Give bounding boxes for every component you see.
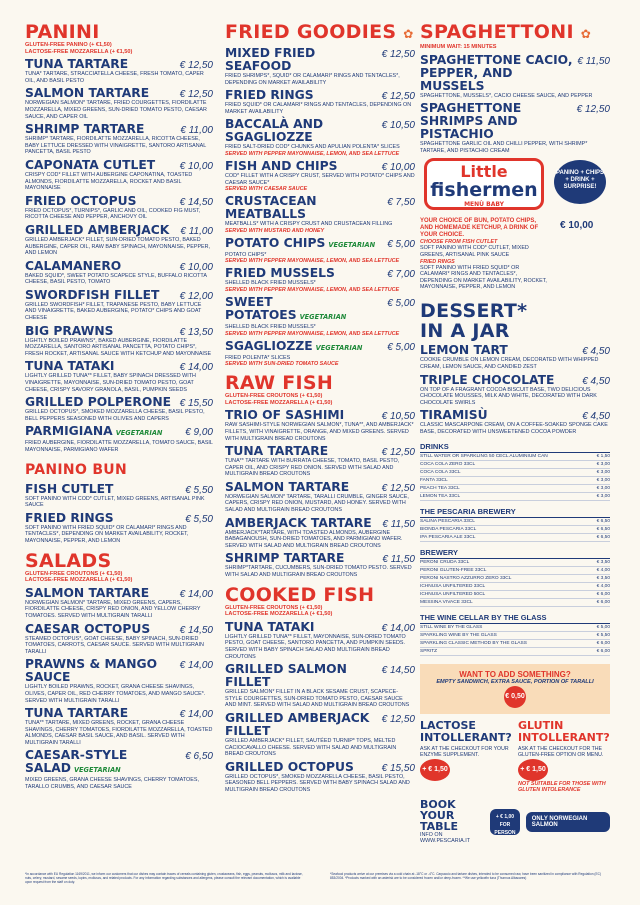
section-note: GLUTEN-FREE CROUTONS (+ €1,50) <box>25 570 123 577</box>
section-note: LACTOSE-FREE MOZZARELLA (+ €1,50) <box>25 48 133 55</box>
item-desc: GRILLED OCTOPUS*, SMOKED MOZZARELLA CHEESE, BASIL PESTO, BELL PEPPERS SEASONED WITH OLIVES AND CAPERS <box>25 409 205 422</box>
drink-name: PERONI NASTRO AZZURRO ZERO 33CL <box>420 575 512 581</box>
drink-name: LEMON TEA 33CL <box>420 493 461 499</box>
section-title-dessert: DESSERT* IN A JAR <box>420 300 528 343</box>
drink-price: € 3,00 <box>596 493 610 499</box>
item-price: € 10,00 <box>179 160 213 172</box>
drink-row <box>420 640 610 648</box>
item-price: € 14,00 <box>179 709 213 721</box>
item-name: BACCALÀ AND SGAGLIOZZE <box>225 117 324 145</box>
item-desc: GRILLED SWORDFISH* FILLET, TRAPANESE PESTO, BABY LETTUCE AND VINAIGRETTE, BAKED AUBERGINE, POTATO* CHIPS AND GOAT CHEESE <box>25 301 202 322</box>
item-desc: NORWEGIAN SALMON* TARTARE, FRIED COURGETTES, FIORDILATTE MOZZARELLA, MIXED GREENS, SUN-DRIED TOMATO PESTO, CAESAR SAUCE, AND CAPER OIL <box>25 100 207 120</box>
menu-item <box>25 123 213 156</box>
item-name: PARMIGIANA VEGETARIAN <box>25 424 163 439</box>
item-desc: TUNA** TARTARE, MIXED GREENS, ROCKET, GRANA CHEESE SHAVINGS, CHERRY TOMATOES, FIORDILATTE MOZZARELLA, TOASTED ALMONDS, CAESAR BASIL SAUCE, AND BASIL. SERVED WITH MULTIGRAIN TARALLI <box>25 720 213 746</box>
item-note: SERVED WITH SUN-DRIED TOMATO SAUCE <box>225 361 339 368</box>
drink-row <box>420 518 610 526</box>
item-name: CALAMANERO <box>25 258 122 273</box>
drink-name: MESSINA VIVACE 33CL <box>420 599 473 605</box>
drink-name: SALINA PESCARIA 33CL <box>420 518 475 524</box>
drink-price: € 4,00 <box>596 567 610 573</box>
item-desc: FRIED POLENTA* SLICES <box>225 354 291 361</box>
item-desc: POTATO CHIPS* <box>225 251 267 258</box>
drink-name: COCA COLA ZERO 33CL <box>420 461 476 467</box>
extra-box: WANT TO ADD SOMETHING? EMPTY SANDWICH, EXTRA SAUCE, PORTION OF TARALLI € 0,50 <box>420 664 610 714</box>
drink-price: € 6,00 <box>596 599 610 605</box>
item-price: € 10,50 <box>381 411 415 423</box>
section-note: LACTOSE-FREE MOZZARELLA (+ €1,50) <box>25 577 133 584</box>
item-note: SERVED WITH PEPPER MAYONNAISE, LEMON, AND SEA LETTUCE <box>225 150 400 157</box>
item-price: € 6,50 <box>185 751 213 763</box>
item-desc: TUNA** TARTARE WITH BURRATA CHEESE, TOMATO, BASIL PESTO, CAPER OIL, AND CRISPY RED ONION. SERVED WITH SALAD AND MULTIGRAIN BREAD CROUTONS <box>225 458 400 478</box>
item-price: € 4,50 <box>582 375 610 387</box>
flame-icon: ✿ <box>580 27 592 41</box>
item-name: GRILLED SALMON FILLET <box>225 662 347 690</box>
drink-price: € 1,50 <box>596 453 610 459</box>
item-price: € 12,50 <box>576 104 610 116</box>
item-name: SALMON TARTARE <box>25 585 150 600</box>
drink-name: SPARKLING WINE BY THE GLASS <box>420 632 497 638</box>
item-name: GRILLED POLPERONE <box>25 395 172 410</box>
section-title-cooked: COOKED FISH <box>225 583 375 606</box>
item-price: € 12,50 <box>381 713 415 725</box>
menu-item <box>225 47 415 86</box>
item-price: € 12,50 <box>381 91 415 103</box>
drink-row <box>420 583 610 591</box>
drink-row <box>420 453 610 461</box>
section-note: LACTOSE-FREE MOZZARELLA (+ €1,50) <box>225 611 333 618</box>
item-desc: SPAGHETTONE, MUSSELS*, CACIO CHEESE SAUCE, AND PEPPER <box>420 92 593 99</box>
item-desc: COD* FILLET WITH A CRISPY CRUST, SERVED WITH POTATO* CHIPS AND CAESAR SAUCE* <box>225 172 415 186</box>
section-note: GLUTEN-FREE CROUTONS (+ €1,50) <box>225 393 323 400</box>
gluten-box: GLUTIN INTOLLERANT? ASK AT THE CHECKOUT FOR THE GLUTEN-FREE OPTION OR MENU. + € 1,50 NOT SUITABLE FOR THOSE WITH GLUTEN INTOLERANCE <box>518 718 610 793</box>
drink-row <box>420 567 610 575</box>
drink-price: € 6,00 <box>596 648 610 654</box>
drink-name: PEACH TEA 33CL <box>420 485 460 491</box>
item-desc: FRIED SHRIMPS*, SQUID* OR CALAMARI* RINGS AND TENTACLES*, DEPENDING ON MARKET AVAILABILITY <box>225 73 400 86</box>
drink-name: BIONDA PESCARIA 33CL <box>420 526 477 532</box>
menu-item <box>25 224 213 257</box>
drinks-heading: BREWERY <box>420 548 610 559</box>
vegetarian-tag: VEGETARIAN <box>328 240 376 249</box>
item-name: CRUSTACEAN MEATBALLS <box>225 194 317 222</box>
item-price: € 12,50 <box>381 482 415 494</box>
drink-price: € 6,00 <box>596 640 610 646</box>
drink-price: € 5,00 <box>596 624 610 630</box>
item-price: € 12,50 <box>179 60 213 72</box>
item-name: TRIO OF SASHIMI <box>225 408 345 423</box>
drink-name: IPA PESCARIA ALE 33CL <box>420 534 476 540</box>
menu-item <box>25 623 213 656</box>
item-price: € 5,00 <box>387 297 415 309</box>
menu-item <box>225 195 415 234</box>
item-price: € 12,50 <box>381 447 415 459</box>
menu-item <box>420 374 610 407</box>
item-name: GRILLED AMBERJACK <box>25 222 170 237</box>
menu-item <box>25 159 213 192</box>
menu-item <box>225 340 415 368</box>
drinks-heading: DRINKS <box>420 442 610 453</box>
item-price: € 11,50 <box>382 554 415 566</box>
item-price: € 14,50 <box>179 624 213 636</box>
vegetarian-tag: VEGETARIAN <box>115 429 163 438</box>
item-price: € 14,50 <box>381 665 415 677</box>
raw-list <box>225 409 415 578</box>
kids-menu <box>420 158 610 293</box>
item-note: SERVED WITH PEPPER MAYONNAISE, LEMON, AND SEA LETTUCE <box>225 286 400 293</box>
drink-name: ICHNUSA UNFILTERED 50CL <box>420 591 486 597</box>
item-name: LEMON TART <box>420 343 508 358</box>
menu-item <box>25 58 213 84</box>
item-desc: SPAGHETTONE GARLIC OIL AND CHILLI PEPPER, WITH SHRIMP* TARTARE, AND PISTACHIO CREAM <box>420 141 588 154</box>
drink-row <box>420 591 610 599</box>
section-title-panino-bun: PANINO BUN <box>25 461 127 478</box>
item-name: SHRIMP TARTARE <box>25 122 145 137</box>
menu-item <box>25 707 213 746</box>
menu-item <box>25 260 213 286</box>
item-desc: LIGHTLY BOILED PRAWNS*, BAKED AUBERGINE, FIORDILATTE MOZZARELLA, SANTORO ARTISANAL PANCETTA, POTATO CHIPS*, FRESH ROCKET, ARTISANAL SAUCE WITH KETCHUP AND MAYONNAISE <box>25 337 212 357</box>
item-name: SGAGLIOZZE VEGETARIAN <box>225 338 363 353</box>
item-desc: FRIED OCTOPUS*, TURNIPS*, GARLIC AND OIL, COOKED FIG MUST, RICOTTA CHEESE AND PEPPER, ANCHOVY OIL <box>25 207 201 221</box>
item-desc: STEAMED OCTOPUS*, GOAT CHEESE, BABY SPINACH, SUN-DRIED TOMATOES, CARROTS, CAESAR SAUCE. SERVED WITH MULTIGRAIN TARALLI <box>25 635 204 655</box>
item-note: SERVED WITH MUSTARD AND HONEY <box>225 227 325 234</box>
item-name: TIRAMISÙ <box>420 408 488 423</box>
item-name: TRIPLE CHOCOLATE <box>420 372 555 387</box>
menu-item <box>25 749 213 790</box>
item-price: € 10,00 <box>381 161 415 173</box>
item-name: CAESAR-STYLE SALAD VEGETARIAN <box>25 748 128 776</box>
norwegian-salmon-badge: ONLY NORWEGIAN SALMON <box>526 812 610 832</box>
drink-price: € 5,50 <box>596 632 610 638</box>
item-name: GRILLED AMBERJACK FILLET <box>225 710 370 738</box>
item-price: € 12,50 <box>381 49 415 60</box>
item-desc: CLASSIC MASCARPONE CREAM, ON A COFFEE-SOAKED SPONGE CAKE BASE, DECORATED WITH UNSWEETENED COCOA POWDER <box>420 422 608 435</box>
item-desc: GRILLED OCTOPUS*, SMOKED MOZZARELLA CHEESE, BASIL PESTO, SEASONED BELL PEPPERS. SERVED WITH BABY SPINACH SALAD AND MULTIGRAIN BREAD CROUTONS <box>225 773 410 793</box>
column-middle <box>225 22 415 794</box>
kids-menu-logo: Little fishermen MENÙ BABY <box>424 158 544 210</box>
drink-price: € 4,00 <box>596 583 610 589</box>
item-price: € 11,50 <box>577 55 610 67</box>
item-desc: LIGHTLY GRILLED TUNA** FILLET, BABY SPINACH DRESSED WITH VINAIGRETTE, MAYONNAISE, SUN-DRIED TOMATO PESTO, GOAT CHEESE, CRISPY SAVORY GRANOLA, BASIL, PUMPKIN SEEDS <box>25 373 196 393</box>
item-note: SERVED WITH PEPPER MAYONNAISE, LEMON, AND SEA LETTUCE <box>225 330 400 337</box>
menu-item <box>25 289 213 322</box>
drink-row <box>420 632 610 640</box>
item-desc: LIGHTLY GRILLED TUNA** FILLET, MAYONNAISE, SUN-DRIED TOMATO PESTO, GOAT CHEESE, SANTORO PANCETTA, AND PUMPKIN SEEDS. SERVED WITH BABY SPINACH SALAD AND MULTIGRAIN BREAD CROUTONS <box>225 633 406 660</box>
item-price: € 7,00 <box>387 269 415 281</box>
menu-item <box>225 267 415 293</box>
item-desc: FRIED SQUID* OR CALAMARI* RINGS AND TENTACLES, DEPENDING ON MARKET AVAILABILITY <box>225 102 412 115</box>
item-price: € 15,50 <box>381 762 415 774</box>
item-name: TUNA TARTARE <box>25 57 129 72</box>
drink-name: PERONI GLUTEN-FREE 33CL <box>420 567 487 573</box>
drink-price: € 3,00 <box>596 469 610 475</box>
item-name: SALMON TARTARE <box>25 86 150 101</box>
drink-name: FANTA 33CL <box>420 477 448 483</box>
item-name: POTATO CHIPS VEGETARIAN <box>225 235 376 250</box>
item-desc: ON TOP OF A FRAGRANT COCOA BISCUIT BASE, TWO DELICIOUS CHOCOLATE MOUSSES, MILK AND WHITE, DECORATED WITH DARK CHOCOLATE SWIRLS <box>420 386 597 406</box>
spaghettoni-list <box>420 54 610 155</box>
item-name: BIG PRAWNS <box>25 323 114 338</box>
item-price: € 11,50 <box>382 518 415 530</box>
item-desc: SHELLED BLACK FRIED MUSSELS* <box>225 280 316 287</box>
menu-item <box>25 658 213 704</box>
item-name: SHRIMP TARTARE <box>225 551 345 566</box>
item-desc: FRIED AUBERGINE, FIORDILATTE MOZZARELLA, TOMATO SAUCE, BASIL MAYONNAISE, PARMIGIANO WAFER <box>25 440 213 453</box>
drink-name: SPRITZ <box>420 648 438 654</box>
drink-price: € 3,50 <box>596 559 610 565</box>
section-title-salads: SALADS <box>25 549 112 572</box>
item-desc: RAW SASHIMI-STYLE NORWEGIAN SALMON*, TUNA**, AND AMBERJACK* FILLETS, WITH VINAIGRETTE, ORANGE, AND MIXED GREENS. SERVED WITH MULTIGRAIN BREAD CROUTONS <box>225 422 414 442</box>
item-desc: BAKED SQUID*, SWEET POTATO SCAPECE STYLE, BUFFALO RICOTTA CHEESE, BASIL PESTO, TOMATO <box>25 272 207 286</box>
panino-bun-list <box>25 483 213 545</box>
dessert-list <box>420 344 610 435</box>
drink-price: € 6,00 <box>596 591 610 597</box>
drink-name: ICHNUSA UNFILTERED 33CL <box>420 583 486 589</box>
intolerance-box <box>420 720 610 793</box>
item-price: € 14,00 <box>179 362 213 374</box>
column-left <box>25 22 213 791</box>
drink-price: € 6,50 <box>596 526 610 532</box>
item-name: SPAGHETTONE CACIO, PEPPER, AND MUSSELS <box>420 52 573 93</box>
item-name: SWEET POTATOES VEGETARIAN <box>225 294 347 322</box>
extra-price: € 0,50 <box>504 686 526 708</box>
item-name: CAESAR OCTOPUS <box>25 621 151 636</box>
item-price: € 5,50 <box>185 484 213 496</box>
item-price: € 5,00 <box>387 238 415 250</box>
menu-item <box>25 396 213 422</box>
item-price: € 10,00 <box>179 261 213 273</box>
item-price: € 5,00 <box>387 341 415 353</box>
item-desc: MEATBALLS* WITH A CRISPY CRUST AND CRUSTACEAN FILLING <box>225 221 393 228</box>
section-title-spaghettoni: SPAGHETTONI ✿ <box>420 21 592 43</box>
item-price: € 11,00 <box>180 225 213 237</box>
drink-price: € 3,00 <box>596 461 610 467</box>
item-name: TUNA TATAKI <box>225 619 315 634</box>
section-note: LACTOSE-FREE MOZZARELLA (+ €1,50) <box>225 399 333 406</box>
flame-icon: ✿ <box>403 27 414 41</box>
item-name: FISH AND CHIPS <box>225 158 338 173</box>
menu-item <box>420 54 610 100</box>
section-title-raw: RAW FISH <box>225 372 334 395</box>
menu-item <box>25 512 213 545</box>
section-note: GLUTEN-FREE CROUTONS (+ €1,50) <box>225 604 323 611</box>
item-price: € 12,00 <box>179 290 213 302</box>
book-table: BOOK YOUR TABLE INFO ON WWW.PESCARIA.IT + € 1,00 FOR PERSON ONLY NORWEGIAN SALMON <box>420 799 610 845</box>
item-desc: MIXED GREENS, GRANA CHEESE SHAVINGS, CHERRY TOMATOES, TARALLO CRUMBS, AND CAESAR SAUCE <box>25 777 199 791</box>
menu-item <box>225 296 415 337</box>
drink-row <box>420 624 610 632</box>
item-name: FISH CUTLET <box>25 481 114 496</box>
kids-text: YOUR CHOICE OF BUN, POTATO CHIPS, AND HOMEMADE KETCHUP, A DRINK OF YOUR CHOICE. CHOOSE FROM FISH CUTLET SOFT PANINO WITH COD* CUTLET, MIXED GREENS, ARTISANAL PINK SAUCE FRIED RINGS SOFT PANINO WITH FRIED SQUID* OR CALAMARI* RINGS AND TENTACLES*, DEPENDING ON MARKET AVAILABILITY, ROCKET, MAYONNAISE, PEPPER, AND LEMON <box>420 218 547 291</box>
item-price: € 7,50 <box>387 197 415 209</box>
menu-item <box>225 160 415 192</box>
drink-price: € 6,50 <box>596 518 610 524</box>
drink-price: € 3,00 <box>596 485 610 491</box>
item-name: SALMON TARTARE <box>225 479 350 494</box>
cooked-list <box>225 621 415 794</box>
item-desc: NORWEGIAN SALMON* TARTARE, TARALLI CRUMBLE, GINGER SAUCE, CAPERS, CRISPY RED ONION, MUSTARD, AND HONEY. SERVED WITH SALAD AND MULTIGRAIN BREAD CROUTONS <box>225 493 409 514</box>
item-desc: NORWEGIAN SALMON* TARTARE, MIXED GREENS, CAPERS, FIORDILATTE CHEESE, CRISPY RED ONION, AND YELLOW CHERRY TOMATOES. SERVED WITH MULTIGRAIN TARALLI <box>25 599 201 619</box>
item-name: FRIED RINGS <box>225 88 314 103</box>
section-note: MINIMUM WAIT: 15 MINUTES <box>420 44 497 50</box>
item-desc: LIGHTLY BOILED PRAWNS, ROCKET, GRANA CHEESE SHAVINGS, OLIVES, CAPER OIL, RED CHERRY TOMATOES, AND MANGO SAUCE*. SERVED WITH MULTIGRAIN TARALLI <box>25 684 206 704</box>
vegetarian-tag: VEGETARIAN <box>315 343 363 352</box>
column-right <box>420 22 610 845</box>
item-desc: AMBERJACK*TARTARE, WITH TOASTED ALMONDS, AUBERGINE BABAGANOUSH, SUN-DRIED TOMATOES, AND PARMIGIANO WAFER. SERVED WITH SALAD AND MULTIGRAIN BREAD CROUTONS <box>225 529 403 549</box>
drink-row <box>420 526 610 534</box>
menu-item <box>225 552 415 578</box>
item-desc: COOKIE CRUMBLE ON LEMON CREAM, DECORATED WITH WHIPPED CREAM, LEMON SAUCE, AND CANDIED ZEST <box>420 357 599 370</box>
item-desc: SOFT PANINO WITH COD* CUTLET, MIXED GREENS, ARTISANAL PINK SAUCE <box>25 495 205 509</box>
item-price: € 10,50 <box>381 120 415 132</box>
fried-list <box>225 47 415 367</box>
drink-price: € 6,50 <box>596 534 610 540</box>
item-price: € 14,00 <box>179 588 213 600</box>
footer-seafood: *Seafood products arrive at our premises via a cold chain at -18°C or -4°C. Carpaccio and tartare dishes, intended to be consumed raw, have been sanitized in compliance with Regulation (EC) 853/2004. *Products marked with an asterisk are to be considered frozen and/or deep-frozen. **We use yellowfin tuna (Thunnus Albacares) <box>330 872 601 880</box>
menu-item <box>225 621 415 660</box>
item-price: € 12,50 <box>179 89 213 101</box>
drink-row <box>420 575 610 583</box>
item-price: € 15,50 <box>179 398 213 410</box>
menu-item <box>25 325 213 358</box>
menu-item <box>420 409 610 435</box>
item-name: FRIED OCTOPUS <box>25 193 137 208</box>
drink-row <box>420 534 610 542</box>
vegetarian-tag: VEGETARIAN <box>299 312 347 321</box>
menu-item <box>225 445 415 478</box>
item-price: € 4,50 <box>582 411 610 423</box>
menu-item <box>225 118 415 157</box>
drink-row <box>420 485 610 493</box>
drink-row <box>420 648 610 656</box>
item-desc: GRILLED SALMON* FILLET IN A BLACK SESAME CRUST, SCAPECE-STYLE COURGETTES, SUN-DRIED TOMATO PESTO, CAESAR SAUCE AND MINT. SERVED WITH SALAD AND MULTIGRAIN BREAD CROUTONS <box>225 689 410 709</box>
drinks-heading: THE PESCARIA BREWERY <box>420 507 610 518</box>
panini-list <box>25 58 213 453</box>
item-desc: SHELLED BLACK FRIED MUSSELS* <box>225 323 316 330</box>
item-price: € 14,00 <box>381 622 415 634</box>
salads-list <box>25 587 213 791</box>
drink-row <box>420 599 610 607</box>
item-note: SERVED WITH CAESAR SAUCE <box>225 186 308 193</box>
drinks-list <box>420 442 610 656</box>
menu-item <box>25 360 213 393</box>
item-desc: TUNA* TARTARE, STRACCIATELLA CHEESE, FRESH TOMATO, CAPER OIL, AND BASIL PESTO <box>25 71 204 84</box>
lactose-box: LACTOSE INTOLLERANT? ASK AT THE CHECKOUT FOR YOUR ENZYME SUPPLEMENT. + € 1,50 <box>420 720 512 793</box>
item-name: SPAGHETTONE SHRIMPS AND PISTACHIO <box>420 101 522 142</box>
drink-name: SPARKLING CLASSIC METHOD BY THE GLASS <box>420 640 527 646</box>
drink-price: € 3,50 <box>596 575 610 581</box>
drink-price: € 3,00 <box>596 477 610 483</box>
item-name: CAPONATA CUTLET <box>25 157 156 172</box>
item-price: € 9,00 <box>185 427 213 439</box>
drink-row <box>420 469 610 477</box>
drink-row <box>420 477 610 485</box>
item-desc: SHRIMP* TARTARE, FIORDILATTE MOZZARELLA, RICOTTA CHEESE, BABY LETTUCE DRESSED WITH VINAIGRETTE, SANTORO ARTISANAL PANCETTA, BASIL PESTO <box>25 136 207 156</box>
item-desc: GRILLED AMBERJACK* FILLET, SUN-DRIED TOMATO PESTO, BAKED AUBERGINE, CAPER OIL, RAW BABY SPINACH, MAYONNAISE, PEPPER, AND LEMON <box>25 236 211 257</box>
menu-item <box>25 195 213 221</box>
menu-item <box>420 344 610 370</box>
item-desc: SOFT PANINO WITH FRIED SQUID* OR CALAMARI* RINGS AND TENTACLES*, DEPENDING ON MARKET AVAILABILITY, ROCKET, MAYONNAISE, PEPPER, AND LEMON <box>25 524 189 544</box>
menu-item <box>225 89 415 115</box>
item-name: GRILLED OCTOPUS <box>225 759 354 774</box>
item-name: FRIED RINGS <box>25 510 114 525</box>
menu-item <box>225 663 415 709</box>
menu-item <box>225 481 415 514</box>
menu-item <box>225 237 415 265</box>
drink-row <box>420 493 610 501</box>
item-name: FRIED MUSSELS <box>225 266 335 281</box>
item-price: € 4,50 <box>582 346 610 358</box>
menu-item <box>225 409 415 442</box>
footer-allergens: *In accordance with EU Regulation 1169/2011, we inform our customers that our dishes may contain traces of cereals containing gluten, crustaceans, fish, eggs, peanuts, molluscs, milk and lactose, nuts, celery, mustard, sesame seeds, lupins, molluscs, and related products. For any information regarding substances and allergens, please consult the relevant documentation, which is available upon request from the staff on duty. <box>25 872 303 884</box>
kids-price: € 10,00 <box>560 220 594 232</box>
vegetarian-tag: VEGETARIAN <box>73 766 121 775</box>
item-desc: CRISPY COD* FILLET WITH AUBERGINE CAPONATINA, TOASTED ALMONDS, FIORDILATTE MOZZARELLA, ROCKET AND BASIL MAYONNAISE <box>25 171 193 192</box>
item-note: SERVED WITH PEPPER MAYONNAISE, LEMON, AND SEA LETTUCE <box>225 258 400 265</box>
menu-item <box>420 102 610 154</box>
kids-bubble: PANINO + CHIPS + DRINK + SURPRISE! <box>554 160 606 204</box>
item-name: PRAWNS & MANGO SAUCE <box>25 657 158 685</box>
section-title-panini: PANINI <box>25 21 100 43</box>
menu-item <box>25 587 213 620</box>
menu-item <box>225 761 415 794</box>
item-name: TUNA TARTARE <box>25 706 129 721</box>
item-price: € 13,50 <box>179 326 213 338</box>
item-name: MIXED FRIED SEAFOOD <box>225 46 316 73</box>
item-name: AMBERJACK TARTARE <box>225 515 372 530</box>
item-name: TUNA TATAKI <box>25 359 115 374</box>
item-desc: SHRIMP*TARTARE, CUCUMBERS, SUN-DRIED TOMATO PESTO. SERVED WITH SALAD AND MULTIGRAIN BREAD CROUTONS <box>225 565 412 579</box>
item-name: TUNA TARTARE <box>225 444 329 459</box>
drinks-heading: THE WINE CELLAR BY THE GLASS <box>420 613 610 624</box>
item-desc: GRILLED AMBERJACK* FILLET, SAUTÉED TURNIP* TOPS, MELTED CACIOCAVALLO CHEESE. SERVED WITH SALAD AND MULTIGRAIN BREAD CROUTONS <box>225 737 397 758</box>
item-price: € 11,00 <box>180 125 213 137</box>
menu-item <box>25 483 213 509</box>
item-desc: FRIED SALT-DRIED COD* CHUNKS AND APULIAN POLENTA* SLICES <box>225 144 400 151</box>
item-price: € 14,00 <box>179 660 213 672</box>
menu-item <box>25 425 213 453</box>
section-title-fried: FRIED GOODIES ✿ <box>225 21 414 43</box>
drink-name: COCA COLA 33CL <box>420 469 461 475</box>
menu-item <box>225 712 415 758</box>
drink-row <box>420 461 610 469</box>
menu-item <box>225 517 415 550</box>
item-price: € 14,50 <box>179 196 213 208</box>
drink-row <box>420 559 610 567</box>
drink-name: STILL WINE BY THE GLASS <box>420 624 483 630</box>
item-price: € 5,50 <box>185 513 213 525</box>
item-name: SWORDFISH FILLET <box>25 287 160 302</box>
drink-name: STILL WATER OR SPARKLING 50 CECL ALUMINIUM CAN <box>420 453 548 459</box>
drink-name: PERONI CRUDA 33CL <box>420 559 470 565</box>
menu-item <box>25 87 213 120</box>
section-note: GLUTEN-FREE PANINO (+ €1,50) <box>25 42 112 48</box>
